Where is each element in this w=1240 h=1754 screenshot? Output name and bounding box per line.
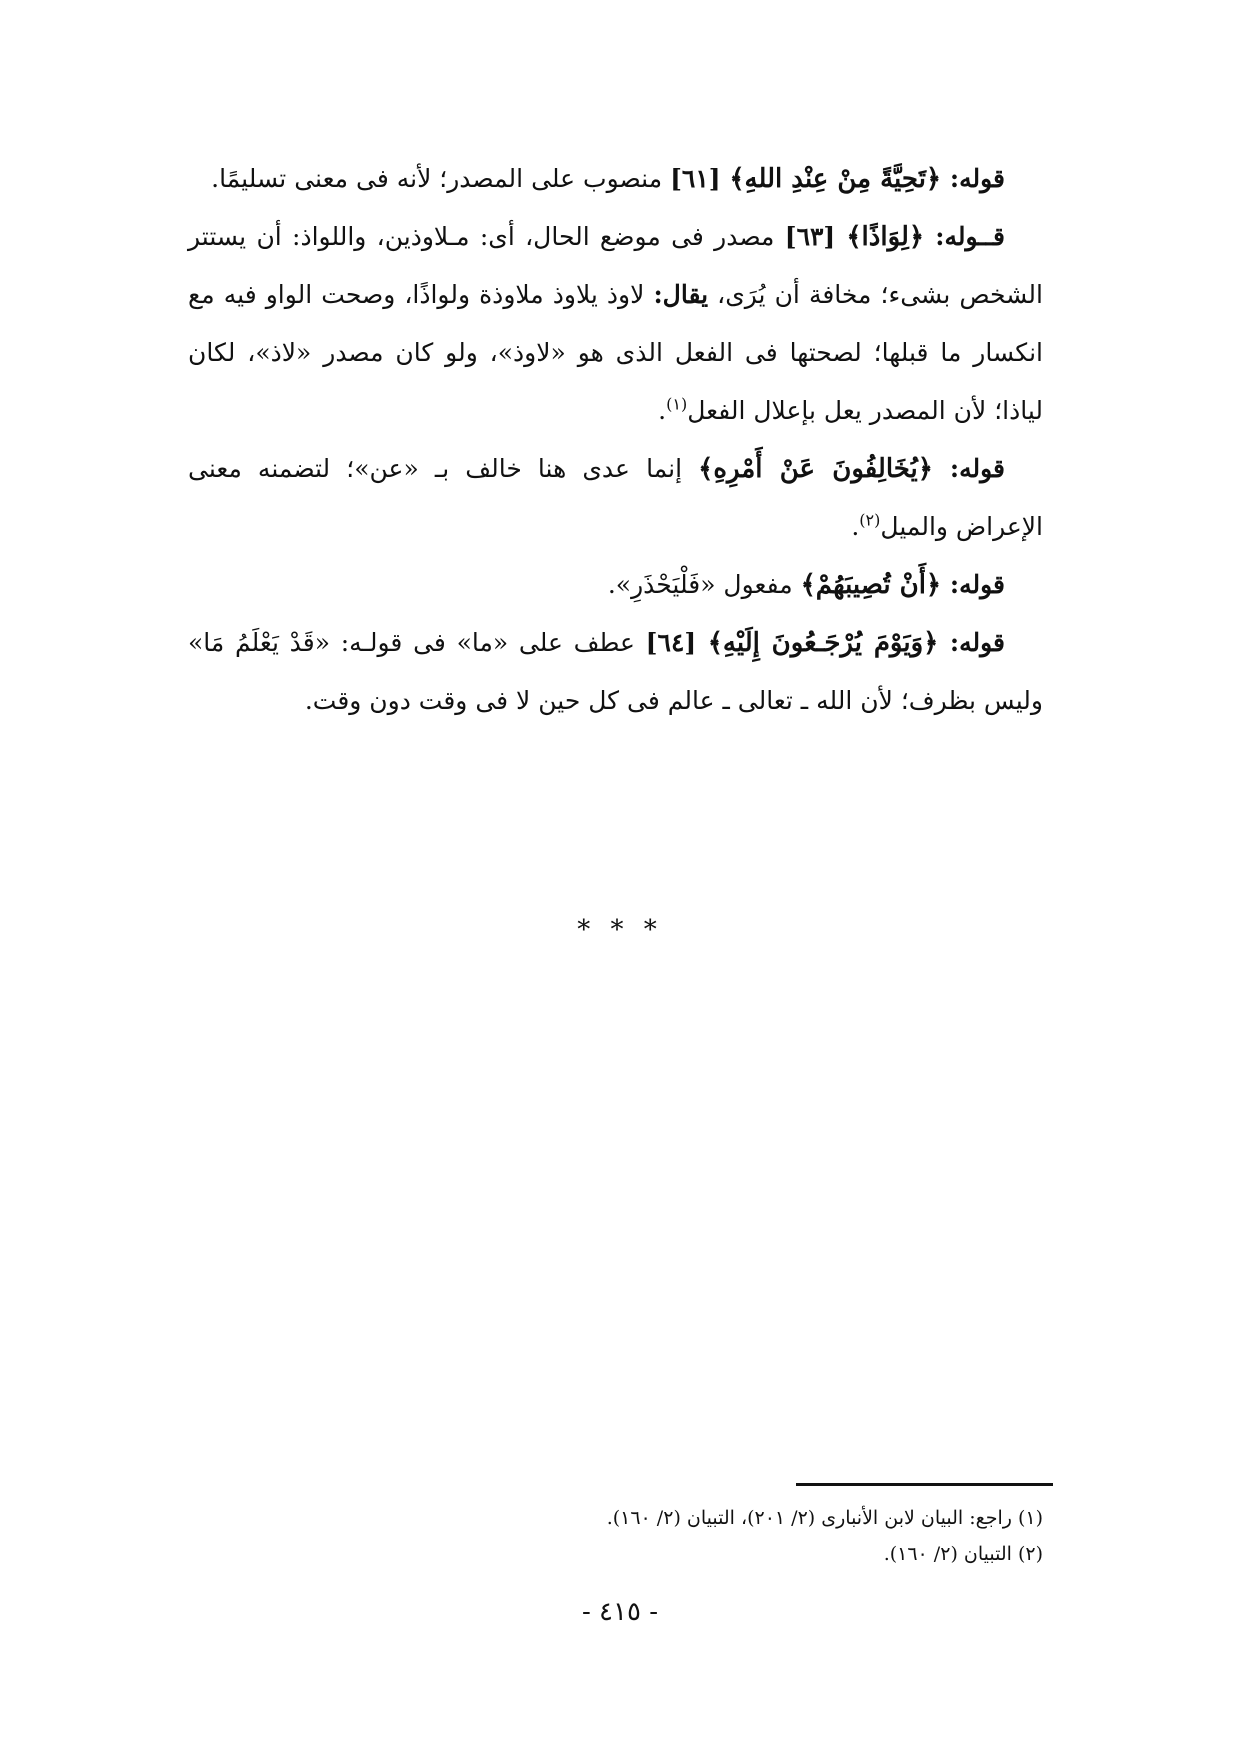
paragraph-2 [188, 208, 1043, 440]
footnote-marker-1[interactable]: (١) [666, 394, 688, 414]
paragraph-end: . [851, 512, 860, 541]
paragraph-text: منصوب على المصدر؛ لأنه فى معنى تسليمًا. [211, 164, 671, 193]
section-separator: * * * [577, 915, 663, 945]
quran-quote: ﴿أَنْ تُصِيبَهُمْ﴾ [800, 570, 942, 600]
verse-number: [٦٣] [784, 222, 847, 251]
main-text [188, 150, 1043, 730]
paragraph-5 [188, 614, 1043, 730]
footnote-divider [796, 1483, 1053, 1486]
page-number: - ٤١٥ - [581, 1597, 659, 1627]
verse-number: [٦١] [670, 164, 730, 193]
keyword: يقال: [653, 280, 709, 309]
paragraph-text-continued: لاوذ يلاوذ ملاوذة ولواذًا، وصحت الواو فيه مع انكسار ما قبلها؛ لصحتها فى الفعل الذى هو «لاوذ»، ولو كان مصدر «لاذ»، لكان لياذا؛ لأن المصدر يعل بإعلال الفعل [188, 280, 1043, 425]
lead-word: قوله: [933, 454, 1005, 483]
paragraph-text: مفعول «فَلْيَحْذَرِ». [607, 570, 801, 599]
lead-word: قوله: [941, 570, 1005, 599]
footnote-marker-2[interactable]: (٢) [859, 510, 881, 530]
paragraph-3 [188, 440, 1043, 556]
quran-quote: ﴿وَيَوْمَ يُرْجَـعُونَ إِلَيْهِ﴾ [707, 628, 939, 658]
paragraph-1 [188, 150, 1043, 208]
lead-word: قوله: [938, 628, 1005, 657]
lead-word: قــوله: [924, 222, 1005, 251]
paragraph-text: إنما عدى هنا خالف بـ «عن»؛ لتضمنه معنى الإعراض والميل [188, 454, 1043, 541]
paragraph-text: مصدر فى موضع الحال، أى: مـلاوذين، واللواذ: أن يستتر الشخص بشىء؛ مخافة أن يُرَى، [188, 222, 1043, 309]
verse-number: [٦٤] [645, 628, 708, 657]
lead-word: قوله: [941, 164, 1005, 193]
paragraph-4 [188, 556, 1043, 614]
paragraph-end: . [658, 396, 667, 425]
quran-quote: ﴿تَحِيَّةً مِنْ عِنْدِ اللهِ﴾ [729, 164, 942, 194]
quran-quote: ﴿يُخَالِفُونَ عَنْ أَمْرِهِ﴾ [698, 454, 934, 484]
footnotes [343, 1500, 1043, 1572]
footnote-1: (١) راجع: البيان لابن الأنبارى (٢/ ٢٠١)، التبيان (٢/ ١٦٠). [606, 1507, 1043, 1529]
paragraph-text: عطف على «ما» فى قولـه: «قَدْ يَعْلَمُ مَا» وليس بظرف؛ لأن الله ـ تعالى ـ عالم فى كل حين لا فى وقت دون وقت. [188, 628, 1043, 715]
footnote-2: (٢) التبيان (٢/ ١٦٠). [883, 1543, 1043, 1565]
quran-quote: ﴿لِوَاذًا﴾ [846, 222, 925, 252]
